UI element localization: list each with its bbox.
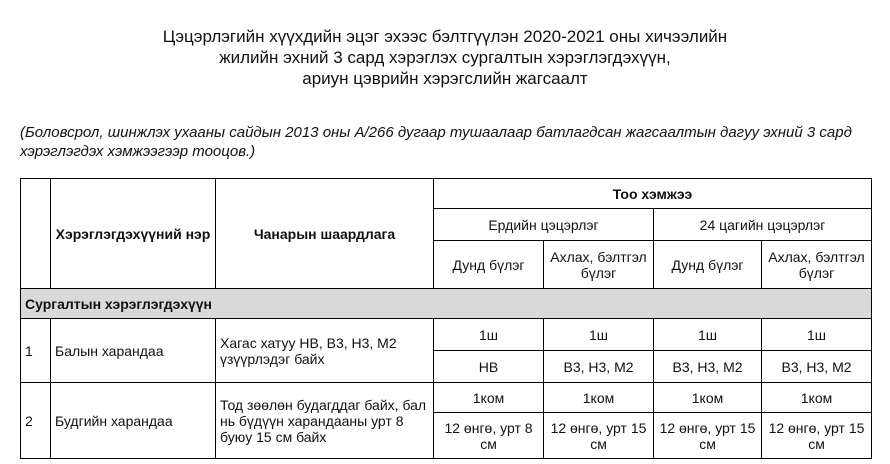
- title-line-2: жилийн эхний 3 сард хэрэглэх сургалтын хэрэглэгдэхүүн,: [219, 48, 671, 67]
- spec-cell: 12 өнгө, урт 15 см: [654, 413, 762, 459]
- spec-cell: 12 өнгө, урт 8 см: [434, 413, 544, 459]
- header-senior-regular: Ахлах, бэлтгэл бүлэг: [544, 241, 654, 289]
- quantity-cell: 1ком: [544, 383, 654, 413]
- spec-cell: В3, Н3, М2: [544, 351, 654, 383]
- quantity-cell: 1ш: [544, 319, 654, 351]
- title-line-3: ариун цэврийн хэрэгслийн жагсаалт: [302, 69, 588, 88]
- header-regular: Ердийн цэцэрлэг: [434, 209, 654, 241]
- quantity-cell: 1ш: [762, 319, 872, 351]
- quantity-cell: 1ком: [654, 383, 762, 413]
- spec-cell: В3, Н3, М2: [654, 351, 762, 383]
- row-number: 2: [21, 383, 51, 459]
- note-text: (Боловсрол, шинжлэх ухааны сайдын 2013 оны А/266 дугаар тушаалаар батлагдсан жагсаалтын дагуу эхний 3 сард хэрэглэгдэх хэмжээгээр тооцов.): [20, 124, 852, 160]
- quantity-cell: 1ком: [762, 383, 872, 413]
- item-requirement: Тод зөөлөн будагддаг байх, бал нь бүдүүн харандааны урт 8 буюу 15 см байх: [216, 383, 434, 459]
- title-line-1: Цэцэрлэгийн хүүхдийн эцэг эхээс бэлтгүүлэн 2020-2021 оны хичээлийн: [162, 27, 728, 46]
- quantity-cell: 1ком: [434, 383, 544, 413]
- header-middle-fullday: Дунд бүлэг: [654, 241, 762, 289]
- quantity-cell: 1ш: [434, 319, 544, 351]
- spec-cell: НВ: [434, 351, 544, 383]
- spec-cell: 12 өнгө, урт 15 см: [544, 413, 654, 459]
- document-title: [0, 26, 890, 89]
- quantity-cell: 1ш: [654, 319, 762, 351]
- row-number: 1: [21, 319, 51, 383]
- item-name: Балын харандаа: [51, 319, 216, 383]
- header-fullday: 24 цагийн цэцэрлэг: [654, 209, 872, 241]
- spec-cell: 12 өнгө, урт 15 см: [762, 413, 872, 459]
- header-quantity: Тоо хэмжээ: [434, 179, 872, 209]
- item-requirement: Хагас хатуу НВ, В3, Н3, М2 үзүүрлэдэг байх: [216, 319, 434, 383]
- section-heading: Сургалтын хэрэглэгдэхүүн: [21, 289, 872, 319]
- header-requirement: Чанарын шаардлага: [216, 179, 434, 289]
- supplies-table: [20, 178, 872, 459]
- header-senior-fullday: Ахлах, бэлтгэл бүлэг: [762, 241, 872, 289]
- header-name: Хэрэглэгдэхүүний нэр: [51, 179, 216, 289]
- spec-cell: В3, Н3, М2: [762, 351, 872, 383]
- header-middle-regular: Дунд бүлэг: [434, 241, 544, 289]
- header-num-cell: [21, 179, 51, 289]
- item-name: Будгийн харандаа: [51, 383, 216, 459]
